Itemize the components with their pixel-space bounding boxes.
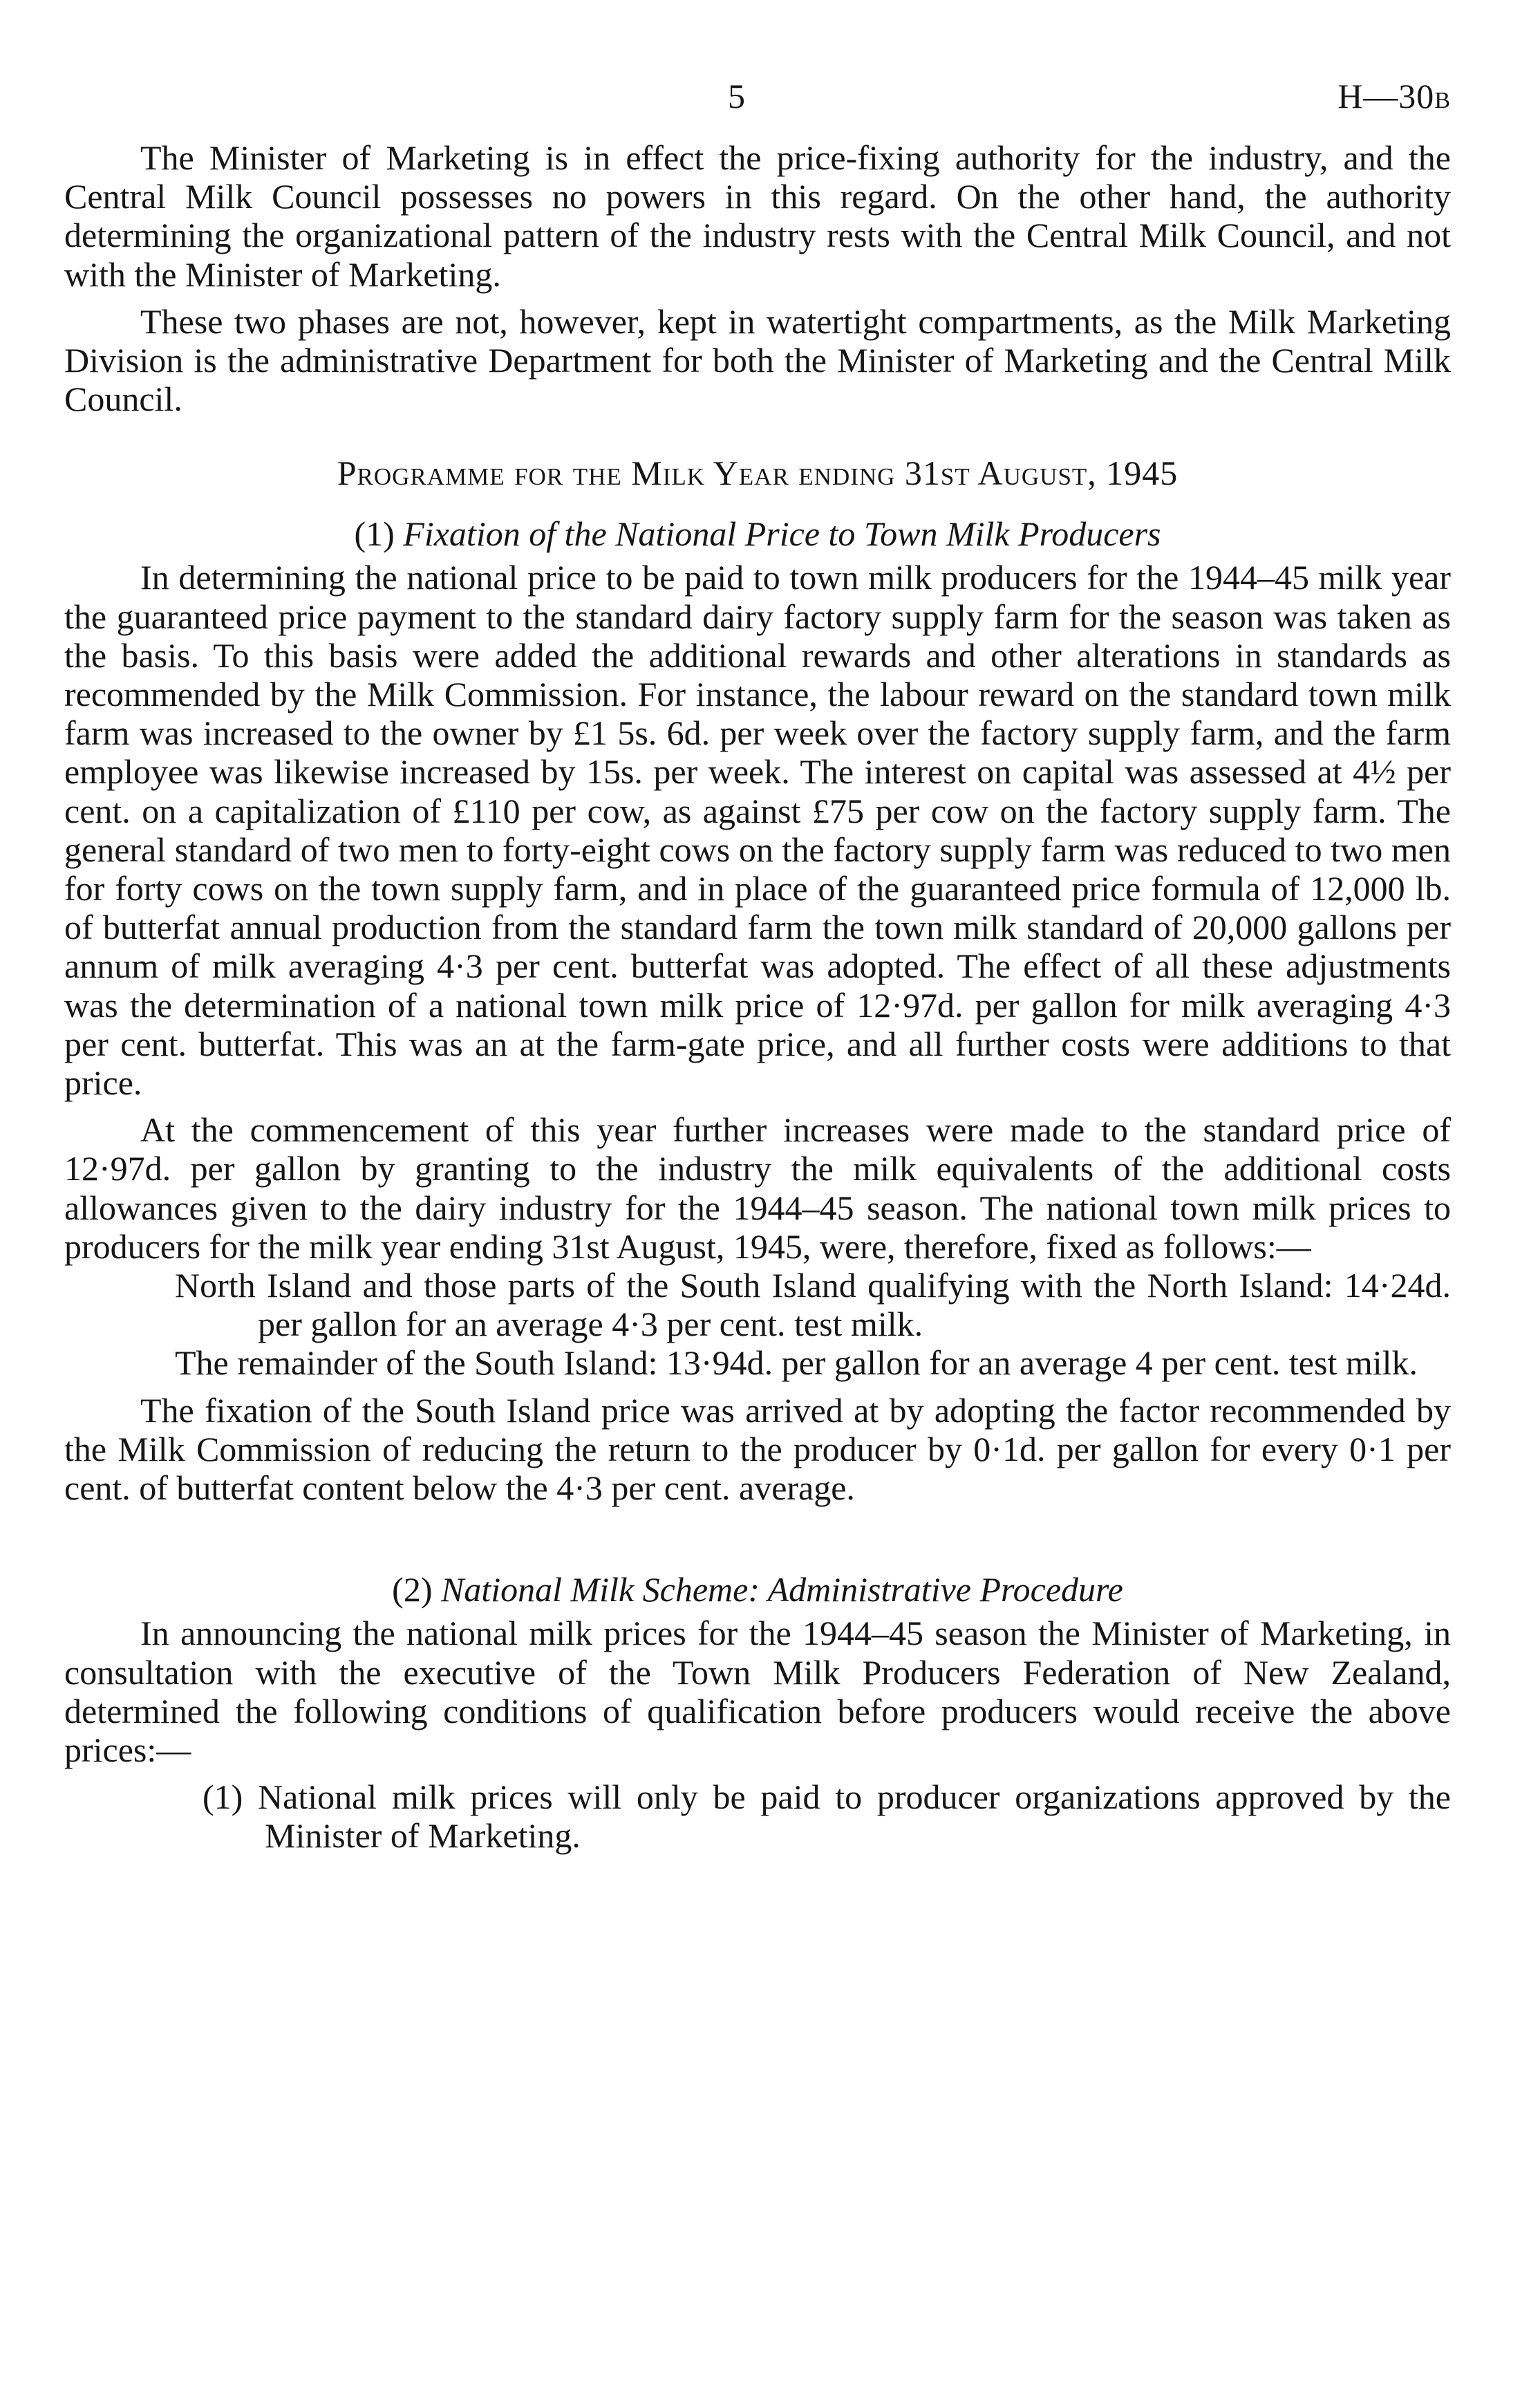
section-heading: Programme for the Milk Year ending 31st August, 1945	[337, 454, 1179, 493]
subsection-1-number: (1)	[354, 514, 395, 554]
subsection-1-title: Fixation of the National Price to Town Milk Producers	[403, 514, 1161, 554]
subsection-1-closing	[64, 1391, 1451, 1508]
subsection-1-body	[64, 558, 1451, 1266]
body-paragraph: In announcing the national milk prices for the 1944–45 season the Minister of Marketing, in consultation with the executive of the Town Milk Producers Federation of New Zealand, determined the following conditions of qualification before producers would receive the above prices:—	[64, 1614, 1451, 1769]
condition-item: (1) National milk prices will only be paid to producer organizations approved by the Minister of Marketing.	[203, 1777, 1451, 1856]
body-paragraph: At the commencement of this year further increases were made to the standard price of 12·97d. per gallon by granting to the industry the milk equivalents of the additional costs allowances given to the dairy industry for the 1944–45 season. The national town milk prices to producers for the milk year ending 31st August, 1945, were, therefore, fixed as follows:—	[64, 1110, 1451, 1266]
subsection-2-heading	[64, 1569, 1451, 1609]
price-item-south-island: The remainder of the South Island: 13·94d. per gallon for an average 4 per cent. test milk.	[175, 1343, 1418, 1383]
document-page	[64, 76, 1451, 1856]
subsection-2-title: National Milk Scheme: Administrative Procedure	[440, 1570, 1123, 1609]
page-header	[64, 76, 1451, 138]
subsection-1-heading	[64, 514, 1451, 554]
body-paragraph: In determining the national price to be paid to town milk producers for the 1944–45 milk year the guaranteed price payment to the standard dairy factory supply farm for the season was taken as the basis. To this basis were added the additional rewards and other alterations in standards as recommended by the Milk Commission. For instance, the labour reward on the standard town milk farm was increased to the owner by £1 5s. 6d. per week over the factory supply farm, and the farm employee was likewise increased by 15s. per week. The interest on capital was assessed at 4½ per cent. on a capitalization of £110 per cow, as against £75 per cow on the factory supply farm. The general standard of two men to forty-eight cows on the factory supply farm was reduced to two men for forty cows on the town supply farm, and in place of the guaranteed price formula of 12,000 lb. of butterfat annual production from the standard farm the town milk standard of 20,000 gallons per annum of milk averaging 4·3 per cent. butterfat was adopted. The effect of all these adjustments was the determination of a national town milk price of 12·97d. per gallon for milk averaging 4·3 per cent. butterfat. This was an at the farm-gate price, and all further costs were additions to that price.	[64, 558, 1451, 1103]
subsection-2-body	[64, 1614, 1451, 1769]
document-reference-suffix: B	[1434, 88, 1451, 113]
page-number: 5	[728, 77, 745, 115]
document-reference-main: H—30	[1337, 77, 1435, 115]
intro-paragraph: These two phases are not, however, kept in watertight compartments, as the Milk Marketing Division is the administrative Department for both the Minister of Marketing and the Central Milk Council.	[64, 301, 1451, 419]
conditions-list	[64, 1777, 1451, 1855]
intro-paragraph: The Minister of Marketing is in effect the price-fixing authority for the industry, and the Central Milk Council possesses no powers in this regard. On the other hand, the authority determining the organizational pattern of the industry rests with the Central Milk Council, and not with the Minister of Marketing.	[64, 138, 1451, 294]
intro-section	[64, 138, 1451, 418]
price-item-north-island: North Island and those parts of the South Island qualifying with the North Island: 14·24d. per gallon for an average 4·3 per cent. test milk.	[175, 1266, 1451, 1344]
body-paragraph: The fixation of the South Island price was arrived at by adopting the factor recommended by the Milk Commission of reducing the return to the producer by 0·1d. per gallon for every 0·1 per cent. of butterfat content below the 4·3 per cent. average.	[64, 1390, 1451, 1508]
subsection-2-number: (2)	[392, 1570, 433, 1609]
price-list	[64, 1266, 1451, 1383]
document-reference	[1337, 76, 1451, 116]
